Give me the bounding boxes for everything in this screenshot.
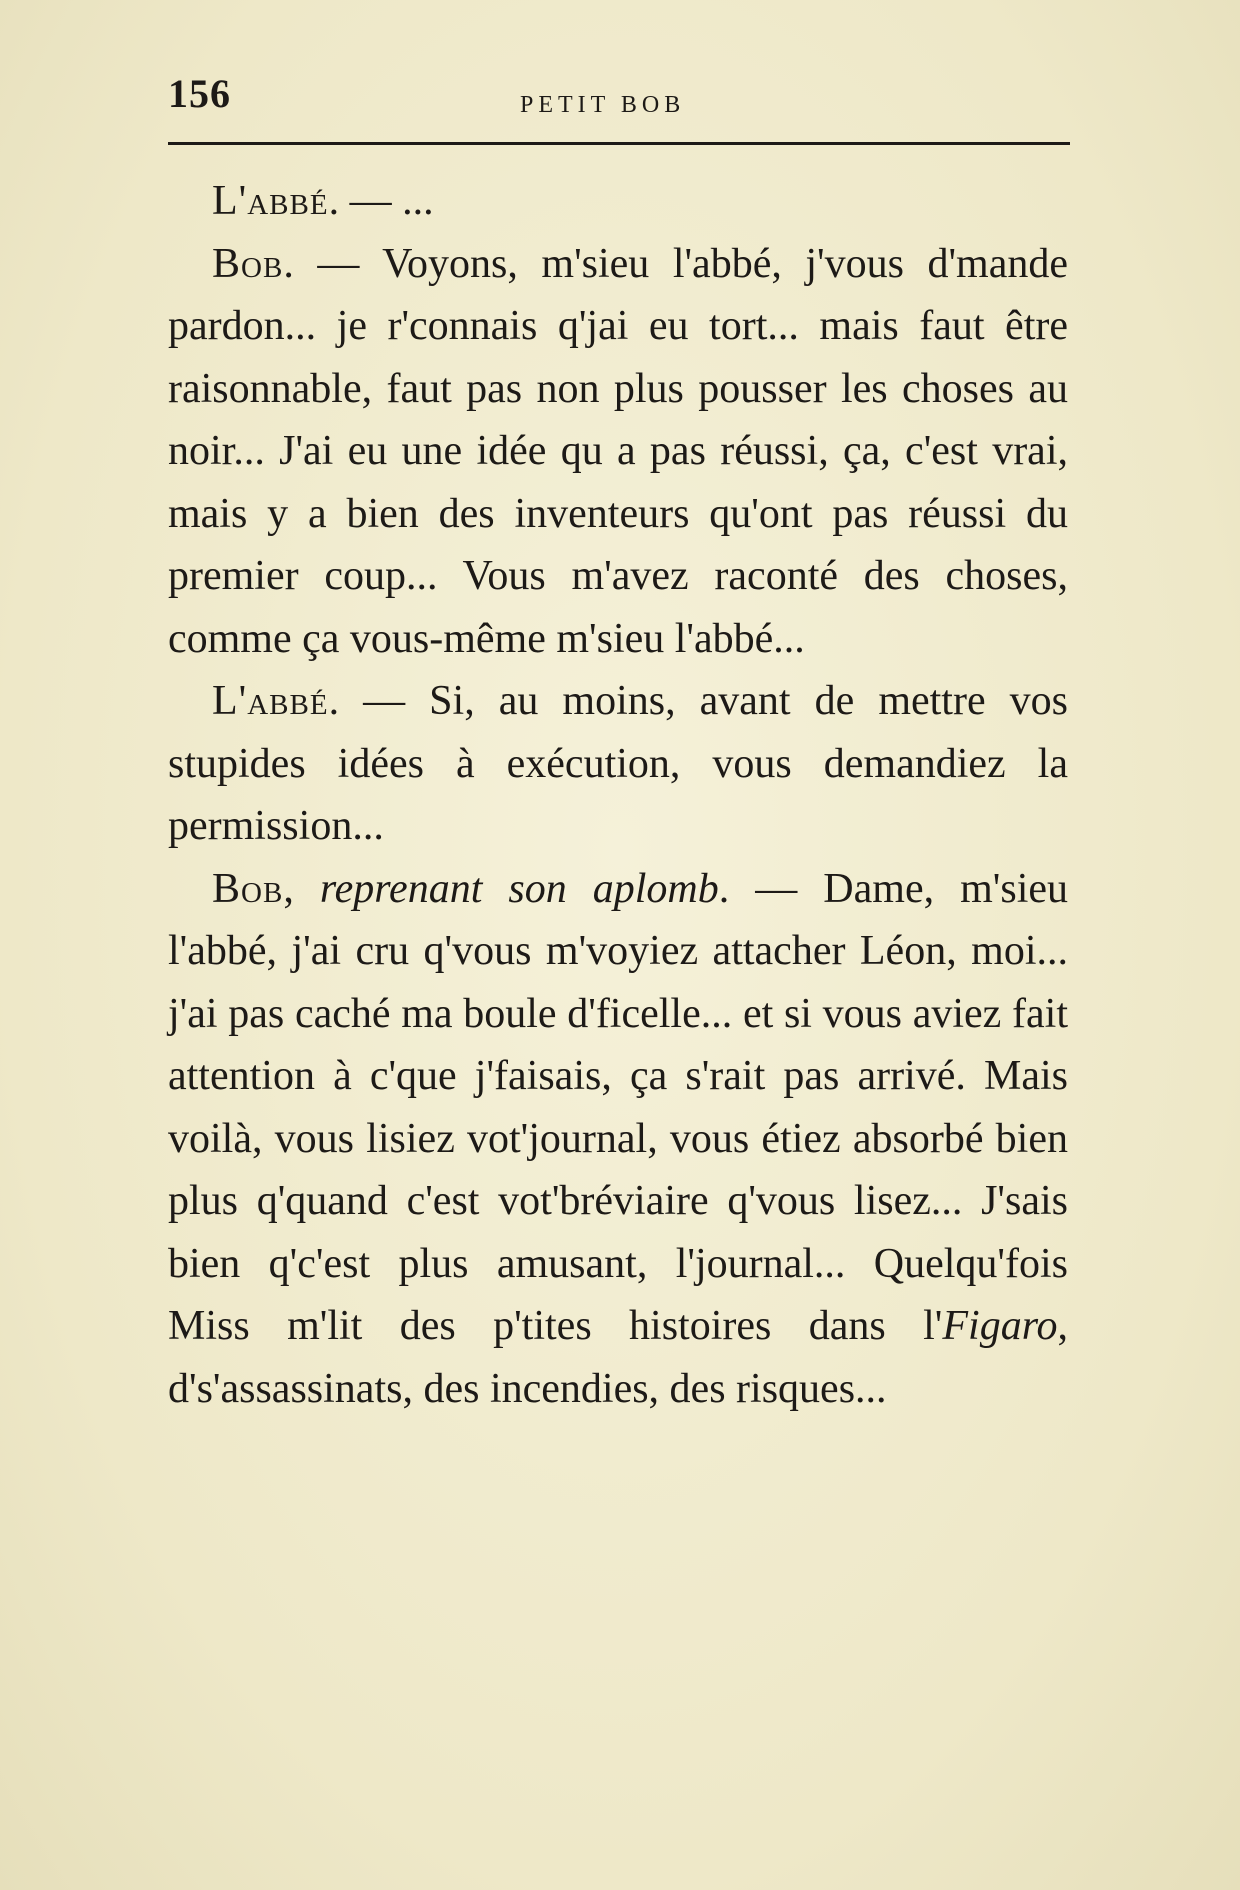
header-rule bbox=[168, 142, 1070, 145]
stage-direction: reprenant son aplomb bbox=[319, 865, 719, 912]
page-number: 156 bbox=[168, 71, 231, 116]
dialogue-paragraph bbox=[168, 858, 1068, 1421]
dialogue-text bbox=[168, 170, 1068, 1420]
dialogue-line: . — Voyons, m'sieu l'abbé, j'vous d'mande pardon... je r'connais q'jai eu tort... mais faut être raisonnable, faut pas non plus pousser les choses au noir... J'ai eu une idée qu a pas réussi, ça, c'est vrai, mais y a bien des inventeurs qu'ont pas réussi du premier coup... Vous m'avez raconté des choses, comme ça vous-même m'sieu l'abbé... bbox=[168, 240, 1068, 662]
dialogue-line: . — ... bbox=[328, 178, 434, 224]
speaker-name: Bob bbox=[212, 865, 284, 912]
speaker-name: L'abbé bbox=[212, 178, 329, 224]
newspaper-title: Figaro bbox=[942, 1303, 1058, 1349]
dialogue-paragraph bbox=[168, 233, 1068, 671]
book-title: PETIT BOB bbox=[520, 92, 686, 118]
dialogue-line: . — Dame, m'sieu l'abbé, j'ai cru q'vous m'voyiez attacher Léon, moi... j'ai pas caché ma boule d'ficelle... et si vous aviez fait attention à c'que j'faisais, ça s'rait pas arrivé. Mais voilà, vous lisiez vot'journal, vous étiez absorbé bien plus q'quand c'est vot'bréviaire q'vous lisez... J'sais bien q'c'est plus amusant, l'journal... Quelqu'fois Miss m'lit des p'tites histoires dans l' bbox=[168, 865, 1069, 1349]
dialogue-line-end: , d's'assassinats, des incendies, des risques... bbox=[168, 1303, 1068, 1412]
comma: , bbox=[283, 865, 320, 912]
running-head bbox=[168, 70, 1070, 140]
speaker-name: L'abbé bbox=[212, 678, 329, 724]
dialogue-paragraph bbox=[168, 170, 1068, 233]
dialogue-line: . — Si, au moins, avant de mettre vos stupides idées à exécution, vous demandiez la permission... bbox=[168, 678, 1068, 849]
speaker-name: Bob bbox=[212, 240, 284, 287]
dialogue-paragraph bbox=[168, 670, 1068, 858]
